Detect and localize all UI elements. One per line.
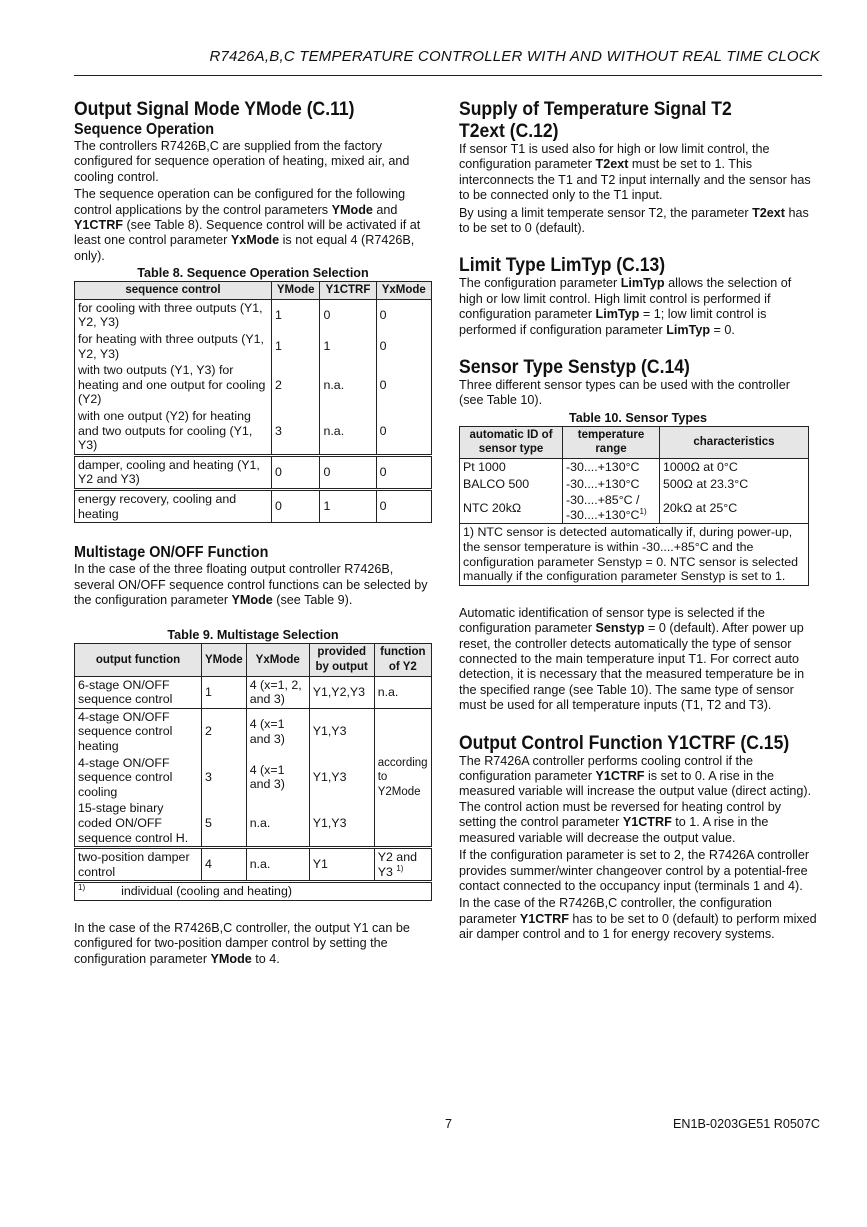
t8-cell: 3 [272, 408, 320, 455]
para-multistage: In the case of the three floating output controller R7426B, several ON/OFF sequence control functions can be selected by the configuration parameter YMode (see Table 9). [74, 562, 428, 607]
t8-cell: 0 [376, 299, 431, 331]
t9-header: output function [75, 644, 202, 676]
section-title-senstyp: Sensor Type Senstyp (C.14) [459, 356, 690, 379]
t9-cell: Y1 [309, 848, 374, 882]
section-title-multistage: Multistage ON/OFF Function [74, 544, 269, 562]
t10-cell: 20kΩ at 25°C [660, 492, 809, 524]
table-note-row [460, 524, 809, 585]
t9-cell: 3 [202, 755, 247, 801]
para-limtyp: The configuration parameter LimTyp allows the selection of high or low limit control. High limit control is performed if configuration parameter LimTyp = 1; low limit control is performed if configuration parameter LimTyp = 0. [459, 276, 792, 337]
table-row [75, 848, 432, 882]
t10-header: characteristics [660, 426, 809, 458]
t8-cell: for heating with three outputs (Y1, Y2, Y3) [75, 331, 272, 362]
para-damper-config: In the case of the R7426B,C controller, the output Y1 can be configured for two-position damper control by setting the configuration parameter YMode to 4. [74, 920, 410, 966]
t10-cell: -30....+130°C [563, 476, 660, 493]
t9-cell: 4 (x=1, 2, and 3) [246, 676, 309, 708]
t8-cell: energy recovery, cooling and heating [75, 489, 272, 522]
t8-cell: 0 [376, 489, 431, 522]
t9-cell: 4-stage ON/OFF sequence control heating [75, 708, 202, 754]
t8-cell: 1 [272, 331, 320, 362]
table-row [75, 362, 432, 408]
right-column [459, 98, 817, 945]
t9-cell: 5 [202, 800, 247, 847]
table-footnote-row [75, 882, 432, 901]
t8-cell: with one output (Y2) for heating and two outputs for cooling (Y1, Y3) [75, 408, 272, 455]
t9-header: function of Y2 [374, 644, 431, 676]
table8-sequence-operation [74, 281, 432, 523]
t9-cell: 4 (x=1 and 3) [246, 755, 309, 801]
header-rule [74, 75, 822, 76]
t9-cell: according to Y2Mode [374, 708, 431, 847]
para-t2ext-default: By using a limit temperate sensor T2, the parameter T2ext has to be set to 0 (default). [459, 205, 809, 236]
t8-cell: 0 [376, 331, 431, 362]
document-code: EN1B-0203GE51 R0507C [672, 1117, 820, 1131]
t10-cell: 500Ω at 23.3°C [660, 476, 809, 493]
t8-cell: for cooling with three outputs (Y1, Y2, Y3) [75, 299, 272, 331]
t8-header: Y1CTRF [320, 282, 376, 300]
table-row [75, 489, 432, 522]
t8-cell: n.a. [320, 408, 376, 455]
t9-cell: 4 (x=1 and 3) [246, 708, 309, 754]
table-row [75, 455, 432, 489]
section-title-t2ext: T2ext (C.12) [459, 120, 559, 142]
t10-cell: Pt 1000 [460, 459, 563, 476]
t9-cell: Y1,Y3 [309, 755, 374, 801]
table-row [460, 476, 809, 493]
left-column [74, 98, 432, 969]
table9-caption: Table 9. Multistage Selection [167, 628, 339, 643]
t10-note: 1) NTC sensor is detected automatically if, during power-up, the sensor temperature is within -30....+85°C and the configuration parameter Senstyp = 0. NTC sensor is selected manually if the configuration parameter Senstyp is set to 1. [460, 524, 809, 585]
t10-cell: BALCO 500 [460, 476, 563, 493]
t9-cell: n.a. [246, 848, 309, 882]
section-title-t2-supply: Supply of Temperature Signal T2 [459, 98, 732, 120]
t8-cell: 0 [320, 455, 376, 489]
table9-multistage-selection [74, 643, 432, 901]
t9-cell: Y1,Y3 [309, 708, 374, 754]
t10-cell: $-30....+85^\circ C / -30....+130^\circ C^{1)}$ [563, 492, 660, 524]
t9-header: provided by output [309, 644, 374, 676]
t10-cell: -30....+130°C [563, 459, 660, 476]
subsection-sequence-operation: Sequence Operation [74, 121, 215, 138]
t8-cell: 0 [272, 489, 320, 522]
para-y1ctrf-cooling: The R7426A controller performs cooling control if the configuration parameter Y1CTRF is set to 0. A rise in the measured variable will increase the output value (direct acting). The control action must be reversed for heating control by setting the control parameter Y1CTRF to 1. A rise in the measured variable will decrease the output value. [459, 753, 812, 845]
t8-cell: damper, cooling and heating (Y1, Y2 and Y3) [75, 455, 272, 489]
t8-cell: 1 [320, 489, 376, 522]
t10-cell: 1000Ω at 0°C [660, 459, 809, 476]
t8-header: sequence control [75, 282, 272, 300]
t8-cell: 0 [376, 362, 431, 408]
t9-cell: 15-stage binary coded ON/OFF sequence control H. [75, 800, 202, 847]
t8-header: YxMode [376, 282, 431, 300]
table-row [460, 492, 809, 524]
table-row [75, 676, 432, 708]
table8-caption: Table 8. Sequence Operation Selection [137, 266, 369, 281]
para-y1ctrf-rb-c: In the case of the R7426B,C controller, the configuration parameter Y1CTRF has to be set to 0 (default) to perform mixed air damper control and to 1 for energy recovery systems. [459, 896, 817, 942]
t8-cell: 1 [320, 331, 376, 362]
t9-cell: two-position damper control [75, 848, 202, 882]
para-auto-id: Automatic identification of sensor type is selected if the configuration parameter Senstyp = 0 (default). After power up reset, the controller detects automatically the type of sensor connected to the main temperature input T1. For correct auto detection, it is necessary that the measured temperature be in the specified range (see Table 10). The same type of sensor must be used for all temperature inputs (T1, T2 and T3). [459, 605, 805, 713]
t8-cell: 0 [272, 455, 320, 489]
table10-caption: Table 10. Sensor Types [568, 410, 708, 425]
table-row [75, 708, 432, 754]
t9-cell: Y1,Y3 [309, 800, 374, 847]
t8-cell: 0 [376, 455, 431, 489]
section-title-limtyp: Limit Type LimTyp (C.13) [459, 254, 666, 277]
t9-cell: Y2 and Y3 $^{1)}$ [374, 848, 431, 882]
para-factory-config: The controllers R7426B,C are supplied from the factory configured for sequence operation of heating, mixed air, and cooling control. [74, 139, 410, 184]
table10-sensor-types [459, 426, 809, 586]
t9-footnote: $^{1)}$ individual (cooling and heating) [75, 882, 432, 901]
t9-cell: 4-stage ON/OFF sequence control cooling [75, 755, 202, 801]
t9-header: YMode [202, 644, 247, 676]
section-title-y1ctrf: Output Control Function Y1CTRF (C.15) [459, 731, 790, 754]
t9-cell: Y1,Y2,Y3 [309, 676, 374, 708]
t8-cell: with two outputs (Y1, Y3) for heating and one output for cooling (Y2) [75, 362, 272, 408]
page-number: 7 [445, 1117, 453, 1131]
t9-cell: 4 [202, 848, 247, 882]
t9-header: YxMode [246, 644, 309, 676]
para-senstyp: Three different sensor types can be used with the controller (see Table 10). [459, 378, 790, 408]
t9-cell: n.a. [374, 676, 431, 708]
t9-cell: 1 [202, 676, 247, 708]
para-t2ext: If sensor T1 is used also for high or low limit control, the configuration parameter T2ext must be set to 1. This interconnects the T1 and T2 input internally and the sensor has to be connected only to the T1 input. [459, 142, 811, 203]
t10-header: temperature range [563, 426, 660, 458]
t8-header: YMode [272, 282, 320, 300]
t9-cell: 2 [202, 708, 247, 754]
table-row [75, 299, 432, 331]
t8-cell: 1 [272, 299, 320, 331]
para-sequence-config: The sequence operation can be configured for the following control applications by the control parameters YMode and Y1CTRF (see Table 8). Sequence control will be activated if at least one control parameter YxMode is not equal 4 (R7426B, only). [74, 187, 421, 263]
table-row [75, 331, 432, 362]
table-row [75, 408, 432, 455]
t9-cell: 6-stage ON/OFF sequence control [75, 676, 202, 708]
running-header: R7426A,B,C TEMPERATURE CONTROLLER WITH AND WITHOUT REAL TIME CLOCK [209, 48, 820, 65]
t9-cell: n.a. [246, 800, 309, 847]
section-title-ymode: Output Signal Mode YMode (C.11) [74, 98, 355, 120]
t10-cell: NTC 20kΩ [460, 492, 563, 524]
table-row [460, 459, 809, 476]
para-y1ctrf-changeover: If the configuration parameter is set to 2, the R7426A controller provides summer/winter changeover control by a potential-free contact connected to the occupancy input (terminals 1 and 4). [459, 848, 810, 893]
t8-cell: 0 [320, 299, 376, 331]
t8-cell: 2 [272, 362, 320, 408]
t10-header: automatic ID of sensor type [460, 426, 563, 458]
t8-cell: n.a. [320, 362, 376, 408]
t8-cell: 0 [376, 408, 431, 455]
